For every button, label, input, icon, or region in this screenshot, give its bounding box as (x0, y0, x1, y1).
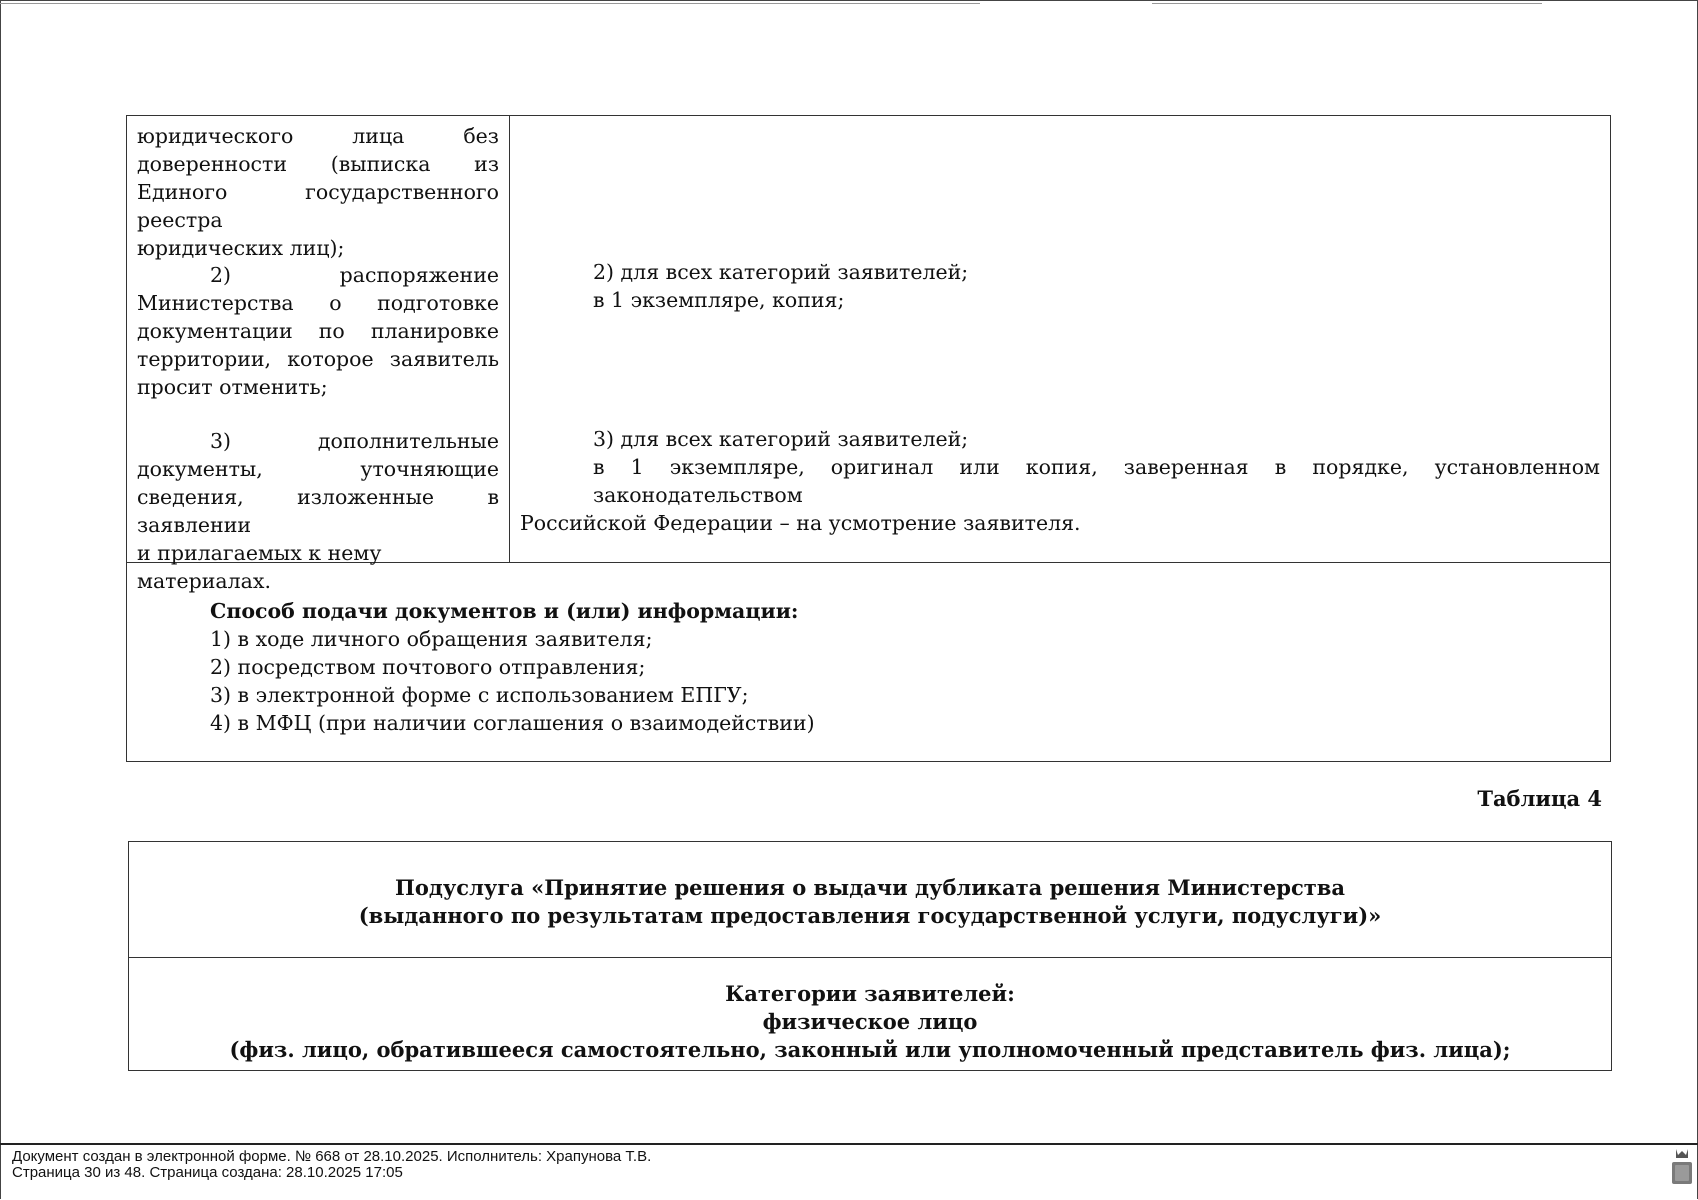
text-line: Подуслуга «Принятие решения о выдачи дубликата решения Министерства (395, 875, 1345, 900)
footer-line-2: Страница 30 из 48. Страница создана: 28.10.2025 17:05 (12, 1164, 403, 1181)
document-requirement-3 (520, 425, 1600, 537)
text-line: (выданного по результатам предоставления государственной услуги, подуслуги)» (358, 903, 1382, 928)
submission-methods-row (127, 563, 1610, 761)
table-4-categories-row (129, 958, 1611, 1070)
text-line: (физ. лицо, обратившееся самостоятельно, законный или уполномоченный представитель физ. лица); (229, 1037, 1511, 1062)
text-line: 3) дополнительные (210, 429, 499, 453)
table-3-continuation (126, 115, 1611, 762)
table-4-label: Таблица 4 (1477, 786, 1602, 811)
subservice-title (129, 874, 1611, 930)
footer-line-1: Документ создан в электронной форме. № 668 от 28.10.2025. Исполнитель: Храпунова Т.В. (12, 1148, 652, 1165)
document-footer (12, 1149, 651, 1181)
text-line: и прилагаемых к нему материалах. (137, 541, 382, 593)
table-3-documents-row (127, 116, 1610, 593)
text-line: сведения, изложенные в заявлении (137, 485, 499, 537)
text-line: 3) для всех категорий заявителей; (593, 427, 969, 451)
documents-list-cell (127, 116, 510, 593)
text-line: просит отменить; (137, 375, 328, 399)
text-line: физическое лицо (762, 1009, 978, 1034)
submission-title: Способ подачи документов и (или) информации: (210, 599, 799, 623)
emblem-icon (1671, 1146, 1693, 1186)
text-line: доверенности (выписка из (137, 152, 499, 176)
submission-item: 1) в ходе личного обращения заявителя; (210, 627, 653, 651)
submission-methods (210, 597, 815, 737)
document-item-1 (137, 122, 499, 262)
submission-item: 3) в электронной форме с использованием ЕПГУ; (210, 683, 749, 707)
text-line: 2) распоряжение (210, 263, 499, 287)
text-line: в 1 экземпляре, копия; (593, 288, 845, 312)
document-item-2 (137, 261, 499, 401)
top-rule-left (0, 3, 980, 4)
document-requirement-2 (520, 258, 1600, 314)
submission-item: 2) посредством почтового отправления; (210, 655, 646, 679)
text-line: территории, которое заявитель (137, 347, 499, 371)
text-line: Категории заявителей: (725, 981, 1015, 1006)
table-4-title-row (129, 842, 1611, 958)
applicant-categories (129, 980, 1611, 1064)
text-line: юридических лиц); (137, 236, 345, 260)
text-line: документы, уточняющие (137, 457, 499, 481)
text-line: в 1 экземпляре, оригинал или копия, заверенная в порядке, установленном законодательством (593, 455, 1600, 507)
submission-item: 4) в МФЦ (при наличии соглашения о взаимодействии) (210, 711, 815, 735)
top-rule-right (1152, 3, 1542, 4)
text-line: документации по планировке (137, 319, 499, 343)
table-4 (128, 841, 1612, 1071)
text-line: Единого государственного реестра (137, 180, 499, 232)
text-line: Министерства о подготовке (137, 291, 499, 315)
footer-divider (0, 1143, 1698, 1145)
text-line: 2) для всех категорий заявителей; (593, 260, 969, 284)
text-line: Российской Федерации – на усмотрение заявителя. (520, 511, 1081, 535)
text-line: юридического лица без (137, 124, 499, 148)
